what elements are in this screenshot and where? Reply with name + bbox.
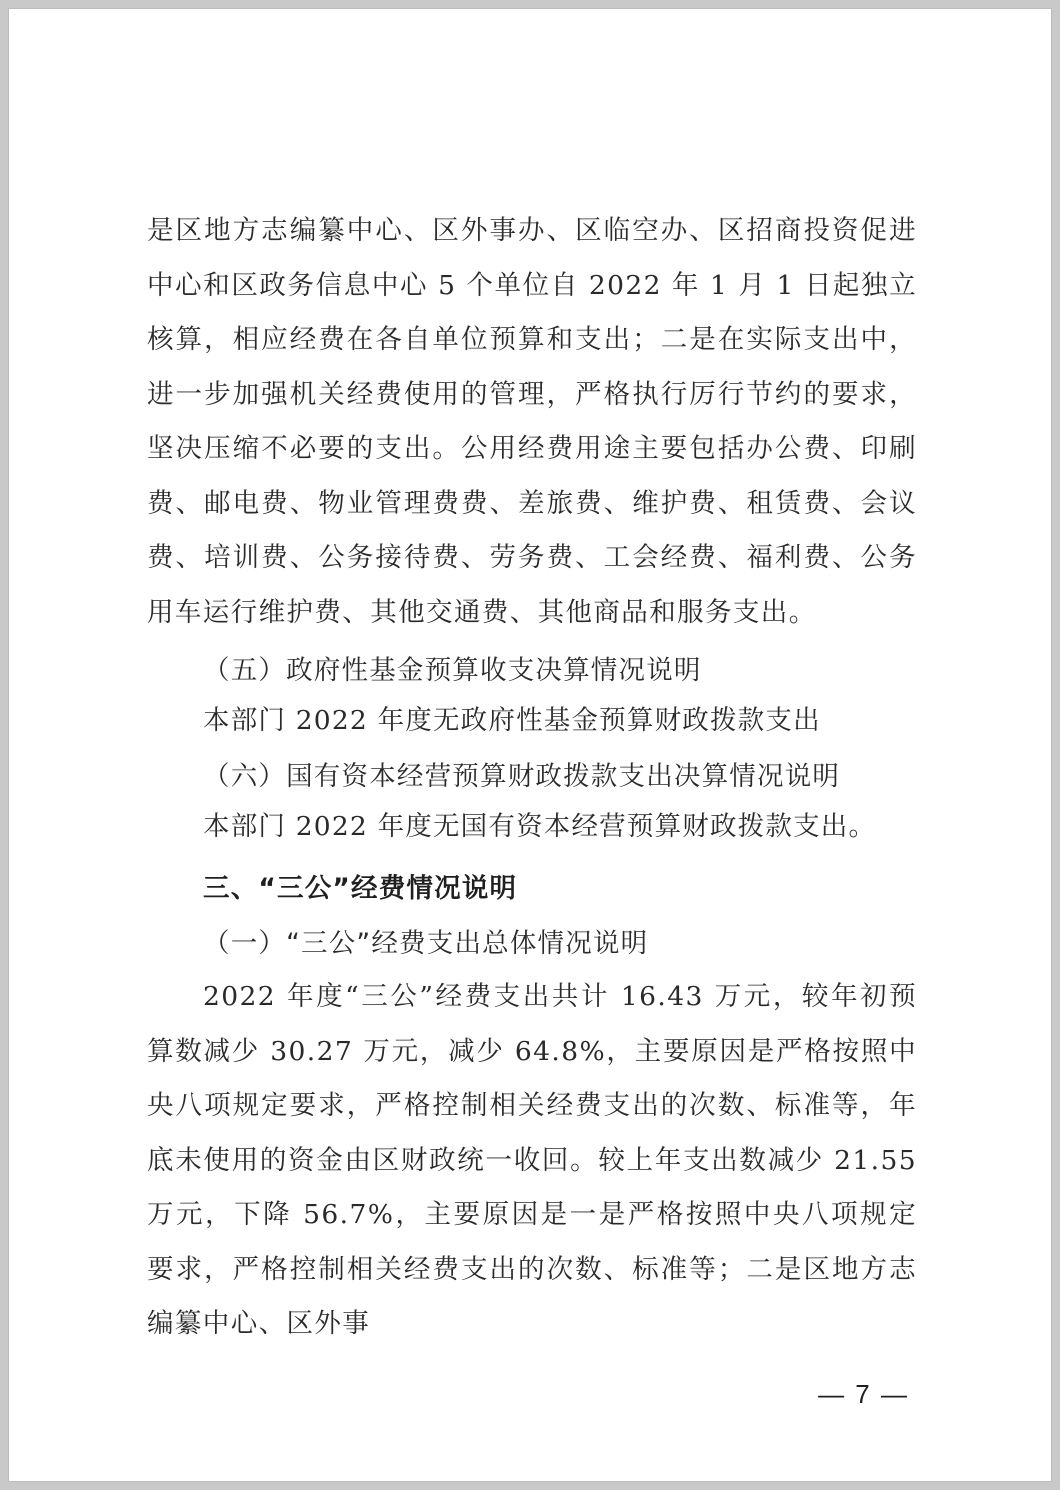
continued-paragraph: 是区地方志编纂中心、区外事办、区临空办、区招商投资促进中心和区政务信息中心 5 个单位自 2022 年 1 月 1 日起独立核算，相应经费在各自单位预算和支出；二是在实际支出中，进一步加强机关经费使用的管理，严格执行厉行节约的要求，坚决压缩不必要的支出。公用经费用途主要包括办公费、印刷费、邮电费、物业管理费费、差旅费、维护费、租赁费、会议费、培训费、公务接待费、劳务费、工会经费、福利费、公务用车运行维护费、其他交通费、其他商品和服务支出。 xyxy=(147,215,917,628)
part-three-paragraph: 2022 年度“三公”经费支出共计 16.43 万元，较年初预算数减少 30.27 万元，减少 64.8%，主要原因是严格按照中央八项规定要求，严格控制相关经费支出的次数、标准等，年底未使用的资金由区财政统一收回。较上年支出数减少 21.55 万元，下降 56.7%，主要原因是一是严格按照中央八项规定要求，严格控制相关经费支出的次数、标准等；二是区地方志编纂中心、区外事 xyxy=(147,981,917,1339)
section-five-heading: （五）政府性基金预算收支决算情况说明 xyxy=(203,655,702,686)
page-number: — 7 — xyxy=(818,1379,909,1409)
document-page xyxy=(8,8,1052,1482)
part-three-sub-heading: （一）“三公”经费支出总体情况说明 xyxy=(203,928,649,959)
section-six-heading: （六）国有资本经营预算财政拨款支出决算情况说明 xyxy=(203,761,841,792)
document-body xyxy=(147,204,917,1352)
section-five-text: 本部门 2022 年度无政府性基金预算财政拨款支出 xyxy=(203,705,821,736)
part-three-heading: 三、“三公”经费情况说明 xyxy=(203,873,518,904)
section-six-text: 本部门 2022 年度无国有资本经营预算财政拨款支出。 xyxy=(203,811,877,842)
